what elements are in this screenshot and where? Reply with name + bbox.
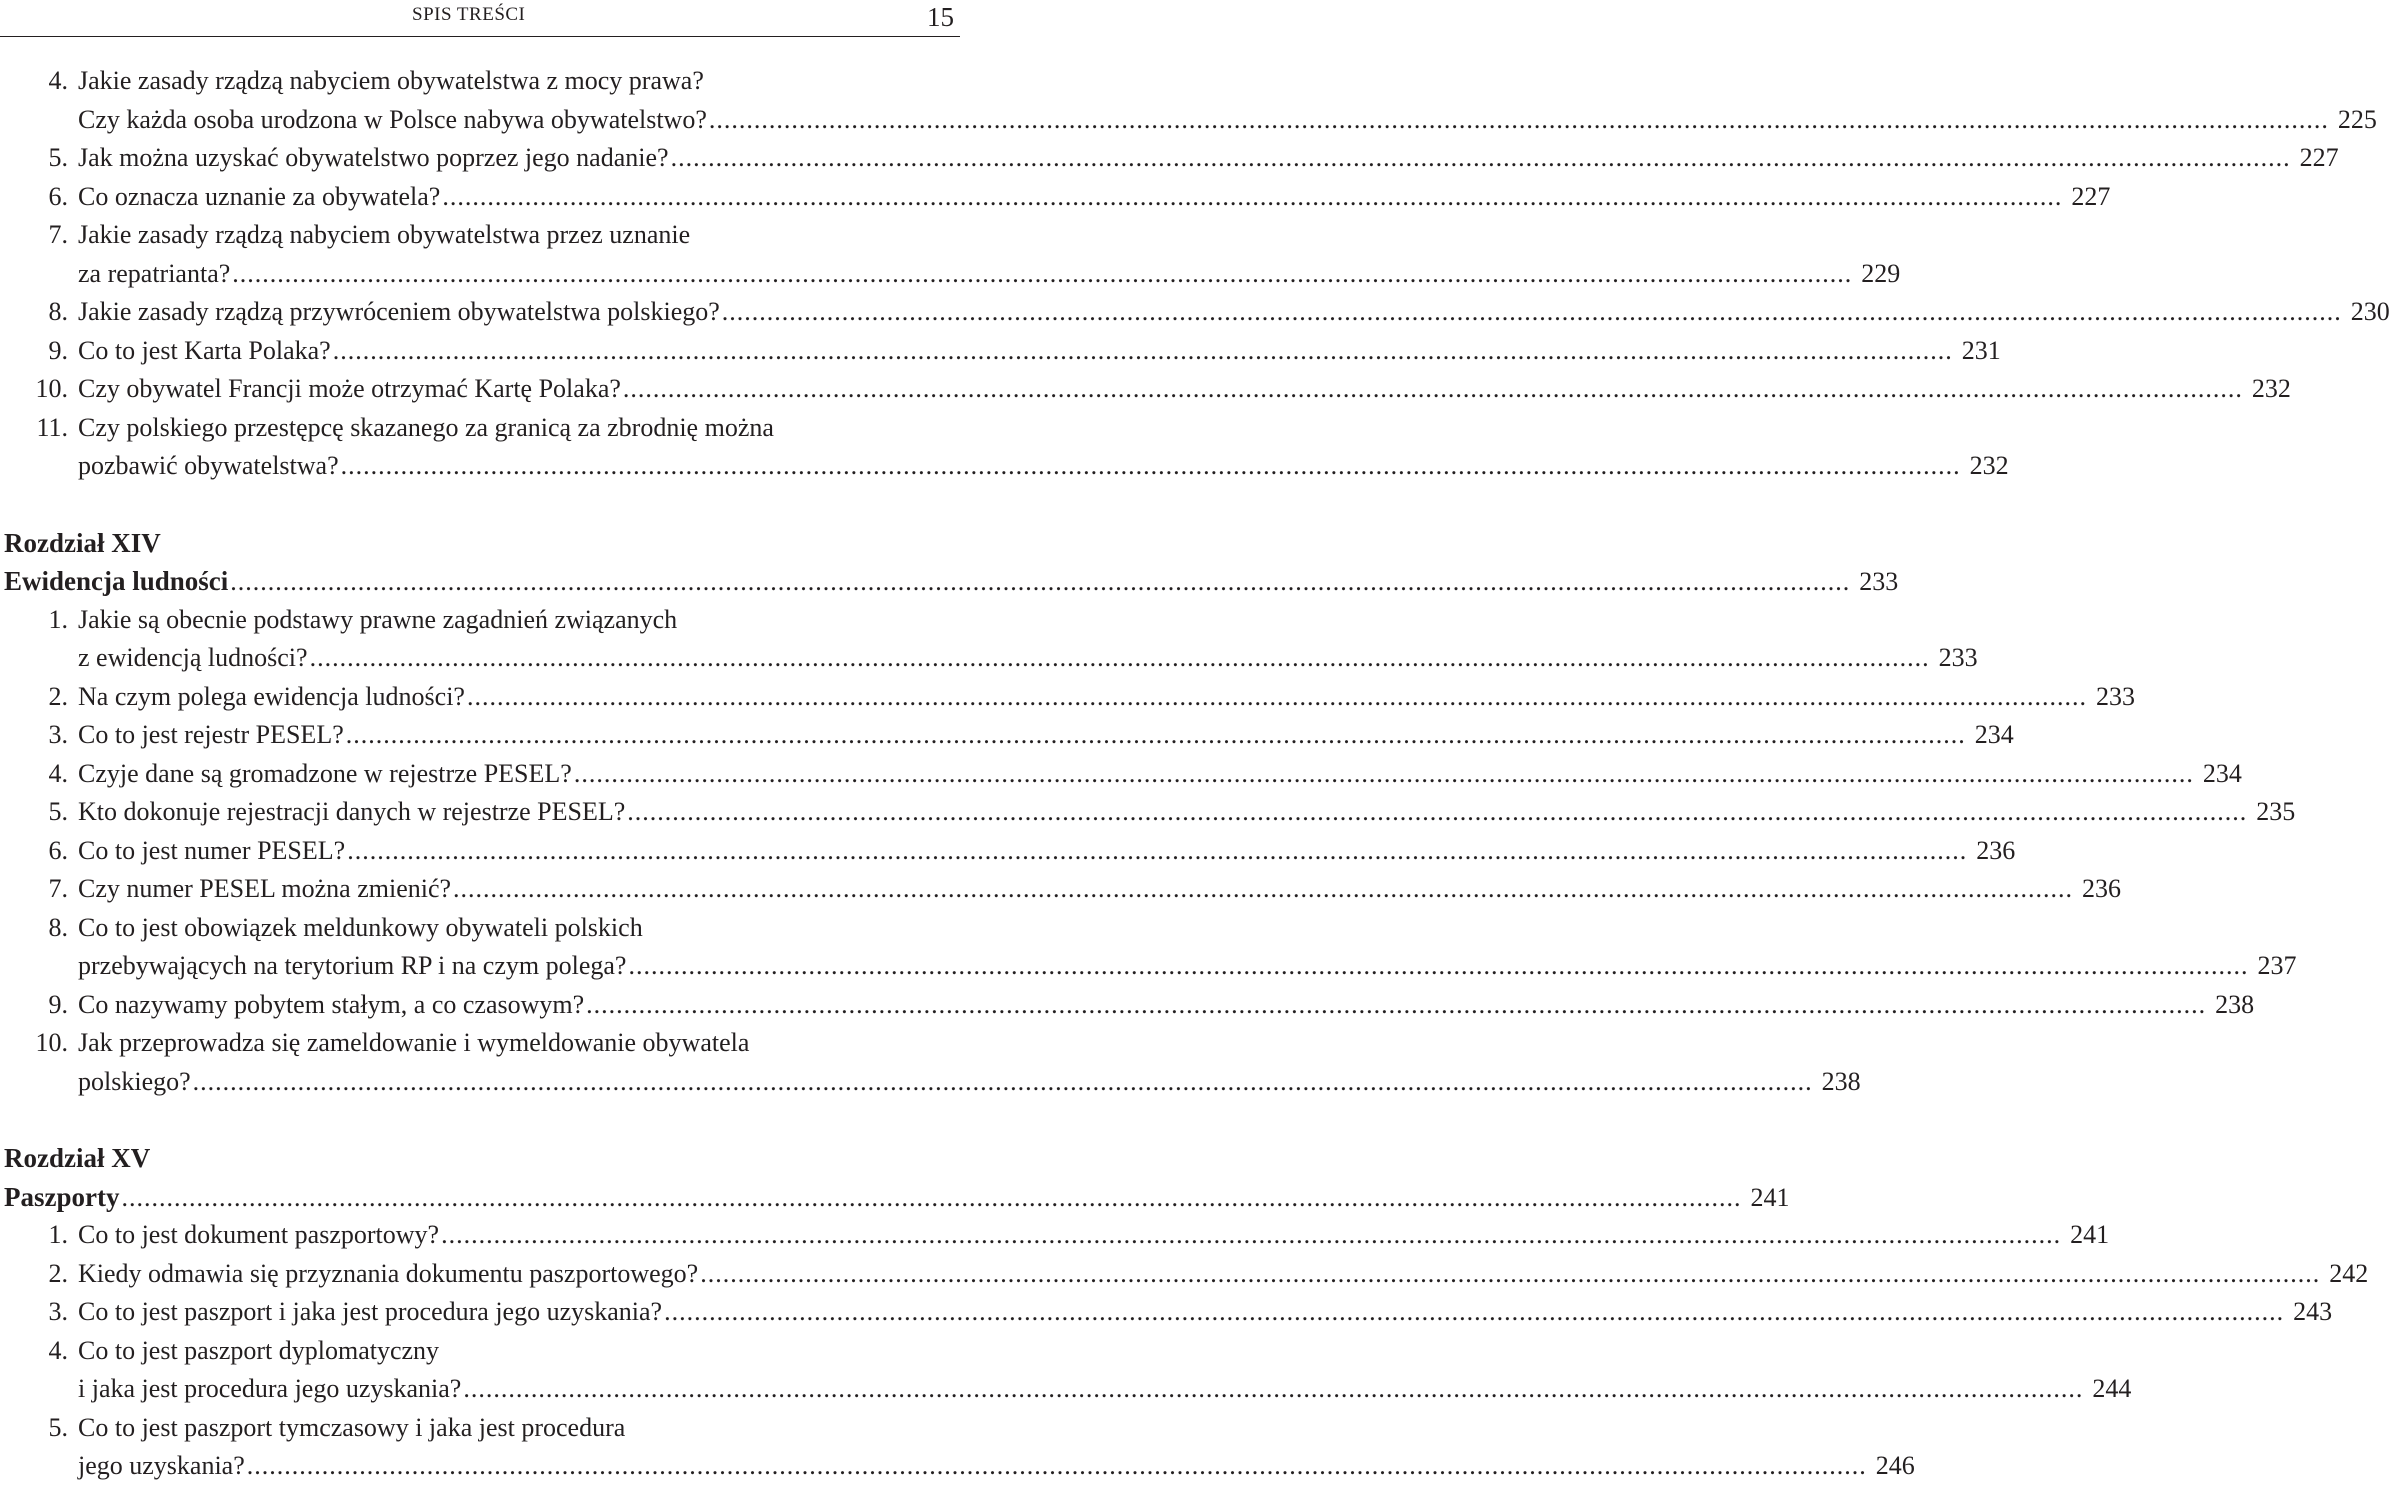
chapter-15-label: Rozdział XV — [4, 1143, 151, 1173]
entry-text: Co to jest numer PESEL? — [78, 835, 346, 865]
chapter-14-label: Rozdział XIV — [4, 527, 161, 558]
toc-entry[interactable] — [0, 986, 2255, 1025]
entry-text: Jakie są obecnie podstawy prawne zagadnień związanych — [78, 604, 678, 634]
entry-number: 8. — [48, 297, 68, 326]
toc-entry[interactable] — [0, 1024, 956, 1063]
toc-entry[interactable] — [0, 62, 956, 101]
entry-text: i jaka jest procedura jego uzyskania? — [78, 1374, 462, 1403]
toc-entry[interactable] — [0, 1293, 2333, 1332]
page-ref: 241 — [1750, 1182, 1790, 1212]
dot-leader — [441, 1216, 2061, 1255]
entry-number: 4. — [48, 1335, 68, 1365]
page-ref: 236 — [1976, 835, 2016, 865]
entry-number: 2. — [48, 681, 68, 711]
dot-leader — [346, 716, 1966, 755]
entry-text: z ewidencją ludności? — [78, 643, 308, 672]
toc-entry[interactable] — [0, 101, 2377, 140]
page-ref: 233 — [1859, 567, 1899, 596]
toc-entry[interactable] — [0, 755, 2242, 794]
entry-number: 11. — [36, 412, 68, 442]
toc-entry[interactable] — [0, 255, 1901, 294]
dot-leader — [193, 1063, 1813, 1102]
dot-leader — [230, 563, 1850, 602]
toc-entry[interactable] — [0, 601, 956, 640]
entry-text: Czy obywatel Francji może otrzymać Kartę Polaka? — [78, 374, 621, 403]
toc-entry[interactable] — [0, 293, 2390, 332]
toc-entry[interactable] — [0, 832, 2016, 871]
page-ref: 238 — [2215, 989, 2255, 1019]
entry-text: Kiedy odmawia się przyznania dokumentu paszportowego? — [78, 1258, 699, 1288]
entry-number: 6. — [48, 181, 68, 211]
entry-number: 7. — [48, 220, 68, 249]
entry-number: 9. — [48, 335, 68, 365]
entry-text: Co to jest paszport tymczasowy i jaka jest procedura — [78, 1412, 626, 1442]
entry-text: Kto dokonuje rejestracji danych w rejestrze PESEL? — [78, 797, 626, 826]
toc-entry[interactable] — [0, 1409, 956, 1448]
entry-text: Jakie zasady rządzą nabyciem obywatelstwa z mocy prawa? — [78, 66, 704, 95]
dot-leader — [453, 870, 2073, 909]
entry-text: Co to jest paszport dyplomatyczny — [78, 1335, 440, 1365]
entry-text: Czy polskiego przestępcę skazanego za granicą za zbrodnię można — [78, 412, 774, 442]
entry-number: 5. — [48, 1412, 68, 1442]
entry-text: Co to jest obowiązek meldunkowy obywateli polskich — [78, 912, 643, 942]
dot-leader — [121, 1179, 1741, 1218]
toc-entry[interactable] — [0, 1332, 956, 1371]
dot-leader — [463, 1370, 2083, 1409]
page-ref: 238 — [1821, 1066, 1861, 1096]
entry-number: 2. — [48, 1258, 68, 1288]
entry-text: Co oznacza uznanie za obywatela? — [78, 181, 441, 211]
page-ref: 231 — [1961, 335, 2001, 365]
table-of-contents — [0, 62, 2390, 1486]
entry-text: Czy numer PESEL można zmienić? — [78, 874, 452, 903]
entry-number: 8. — [48, 912, 68, 942]
toc-entry[interactable] — [0, 947, 2297, 986]
page-ref: 225 — [2337, 104, 2377, 134]
chapter-title: Paszporty — [4, 1181, 120, 1212]
page-ref: 227 — [2299, 143, 2339, 172]
entry-text: Co to jest Karta Polaka? — [78, 335, 331, 365]
dot-leader — [442, 178, 2062, 217]
page-ref: 235 — [2256, 797, 2296, 826]
entry-text: polskiego? — [78, 1066, 191, 1096]
entry-text: pozbawić obywatelstwa? — [78, 451, 339, 480]
entry-number: 3. — [48, 720, 68, 749]
dot-leader — [310, 639, 1930, 678]
entry-number: 4. — [48, 758, 68, 788]
toc-entry[interactable] — [0, 178, 2111, 217]
toc-entry[interactable] — [0, 678, 2135, 717]
entry-number: 3. — [48, 1297, 68, 1326]
entry-text: Jak można uzyskać obywatelstwo poprzez jego nadanie? — [78, 143, 669, 172]
running-head: SPIS TREŚCI — [412, 4, 526, 25]
dot-leader — [232, 255, 1852, 294]
toc-entry[interactable] — [0, 716, 2014, 755]
toc-entry[interactable] — [0, 1216, 2110, 1255]
toc-entry[interactable] — [0, 1255, 2369, 1294]
toc-entry[interactable] — [0, 793, 2296, 832]
dot-leader — [586, 986, 2206, 1025]
toc-entry[interactable] — [0, 1370, 2132, 1409]
entry-number: 10. — [35, 374, 68, 403]
dot-leader — [700, 1255, 2320, 1294]
entry-number: 4. — [48, 66, 68, 95]
chapter-gap — [0, 486, 956, 524]
entry-text: Czy każda osoba urodzona w Polsce nabywa obywatelstwo? — [78, 104, 707, 134]
toc-entry[interactable] — [0, 1447, 1915, 1486]
chapter-14-title-entry[interactable] — [0, 562, 1899, 601]
dot-leader — [347, 832, 1967, 871]
page-ref: 234 — [2202, 758, 2242, 788]
page-ref: 241 — [2070, 1220, 2110, 1249]
entry-number: 5. — [48, 797, 68, 826]
toc-entry[interactable] — [0, 216, 956, 255]
page-ref: 233 — [2095, 681, 2135, 711]
entry-number: 5. — [48, 143, 68, 172]
toc-entry[interactable] — [0, 909, 956, 948]
dot-leader — [574, 755, 2194, 794]
page-ref: 229 — [1861, 258, 1901, 288]
toc-entry[interactable] — [0, 1063, 1861, 1102]
page-ref: 234 — [1974, 720, 2014, 749]
toc-entry[interactable] — [0, 870, 2122, 909]
entry-text: Co to jest paszport i jaka jest procedura jego uzyskania? — [78, 1297, 663, 1326]
dot-leader — [664, 1293, 2284, 1332]
entry-text: za repatrianta? — [78, 258, 231, 288]
dot-leader — [709, 101, 2329, 140]
entry-text: Co to jest dokument paszportowy? — [78, 1220, 440, 1249]
entry-text: Co to jest rejestr PESEL? — [78, 720, 344, 749]
entry-text: Jakie zasady rządzą przywróceniem obywatelstwa polskiego? — [78, 297, 720, 326]
dot-leader — [722, 293, 2342, 332]
toc-block-population-register — [0, 601, 2297, 1102]
entry-number: 1. — [48, 604, 68, 634]
page-ref: 244 — [2092, 1374, 2132, 1403]
toc-block-citizenship — [0, 62, 2390, 486]
page-ref: 232 — [2251, 374, 2291, 403]
entry-text: Jakie zasady rządzą nabyciem obywatelstwa przez uznanie — [78, 220, 691, 249]
dot-leader — [333, 332, 1953, 371]
chapter-title: Ewidencja ludności — [4, 566, 229, 596]
toc-entry[interactable] — [0, 370, 2291, 409]
page-ref: 233 — [1938, 643, 1978, 672]
page-ref: 230 — [2350, 297, 2390, 326]
page-ref: 242 — [2329, 1258, 2369, 1288]
page-header — [0, 0, 960, 37]
toc-entry[interactable] — [0, 332, 2001, 371]
entry-text: Na czym polega ewidencja ludności? — [78, 681, 465, 711]
entry-text: Jak przeprowadza się zameldowanie i wymeldowanie obywatela — [78, 1028, 750, 1057]
entry-text: Czyje dane są gromadzone w rejestrze PESEL? — [78, 758, 572, 788]
toc-block-passports — [0, 1216, 2369, 1486]
entry-number: 10. — [35, 1028, 68, 1057]
toc-entry[interactable] — [0, 447, 2009, 486]
page-ref: 237 — [2257, 951, 2297, 980]
chapter-gap — [0, 1101, 956, 1139]
dot-leader — [628, 947, 2248, 986]
dot-leader — [623, 370, 2243, 409]
entry-text: przebywających na terytorium RP i na czym polega? — [78, 951, 627, 980]
dot-leader — [671, 139, 2291, 178]
dot-leader — [467, 678, 2087, 717]
toc-entry[interactable] — [0, 139, 2339, 178]
dot-leader — [247, 1447, 1867, 1486]
page-ref: 236 — [2082, 874, 2122, 903]
dot-leader — [627, 793, 2247, 832]
entry-number: 1. — [48, 1220, 68, 1249]
entry-number: 9. — [48, 989, 68, 1019]
page-ref: 227 — [2071, 181, 2111, 211]
toc-entry[interactable] — [0, 409, 956, 448]
dot-leader — [341, 447, 1961, 486]
entry-number: 7. — [48, 874, 68, 903]
page-number: 15 — [927, 2, 954, 32]
entry-number: 6. — [48, 835, 68, 865]
page-ref: 243 — [2293, 1297, 2333, 1326]
toc-entry[interactable] — [0, 639, 1978, 678]
entry-text: Co nazywamy pobytem stałym, a co czasowym? — [78, 989, 585, 1019]
entry-text: jego uzyskania? — [78, 1451, 245, 1480]
page-ref: 246 — [1875, 1451, 1915, 1480]
chapter-15-title-entry[interactable] — [0, 1178, 1790, 1217]
page-ref: 232 — [1969, 451, 2009, 480]
